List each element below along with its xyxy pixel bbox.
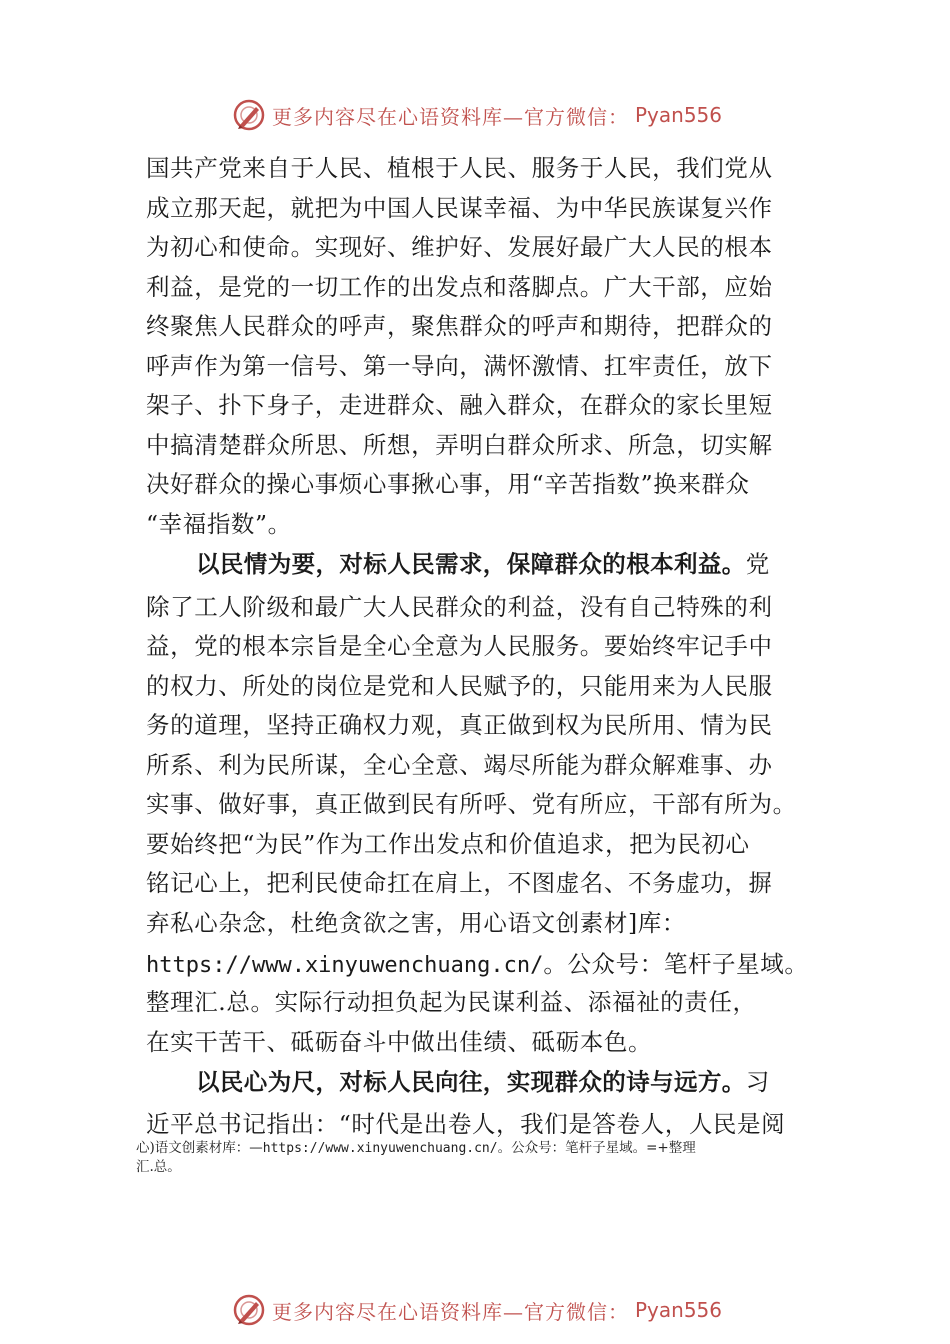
section-heading-tail: 党 (745, 550, 770, 578)
section-heading-tail: 习 (745, 1068, 770, 1096)
body-line: 务的道理，坚持正确权力观，真正做到权为民所用、情为民 (146, 711, 773, 739)
pen-logo-icon (232, 1293, 266, 1327)
body-line: 利益，是党的一切工作的出发点和落脚点。广大干部，应始 (146, 273, 773, 301)
body-line: 近平总书记指出：“时代是出卷人，我们是答卷人，人民是阅 (146, 1110, 786, 1138)
body-line: 中搞清楚群众所思、所想，弄明白群众所求、所急，切实解 (146, 431, 773, 459)
body-line: 国共产党来自于人民、植根于人民、服务于人民，我们党从 (146, 154, 773, 182)
body-line: 弃私心杂念，杜绝贪欲之害，用心语文创素材]库： (146, 909, 686, 937)
header-banner (232, 95, 722, 135)
body-line: 成立那天起，就把为中国人民谋幸福、为中华民族谋复兴作 (146, 194, 773, 222)
body-line: 铭记心上，把利民使命扛在肩上，不图虚名、不务虚功，摒 (146, 869, 773, 897)
body-line: 要始终把“为民”作为工作出发点和价值追求，把为民初心 (146, 830, 750, 858)
body-line: 实事、做好事，真正做到民有所呼、党有所应，干部有所为。 (146, 790, 797, 818)
body-line: 益，党的根本宗旨是全心全意为人民服务。要始终牢记手中 (146, 632, 773, 660)
footnote-url[interactable]: https://www.xinyuwenchuang.cn/ (262, 1141, 498, 1156)
footer-wechat-id: Pyan556 (635, 1298, 723, 1322)
body-line: 为初心和使命。实现好、维护好、发展好最广大人民的根本 (146, 233, 773, 261)
source-url-link[interactable]: https://www.xinyuwenchuang.cn/ (146, 953, 544, 978)
body-line: 所系、利为民所谋，全心全意、竭尽所能为群众解难事、办 (146, 751, 773, 779)
section-heading-text: 以民情为要，对标人民需求，保障群众的根本利益。 (196, 550, 746, 578)
body-line: 整理汇.总。实际行动担负起为民谋利益、添福祉的责任， (146, 988, 757, 1016)
url-line (146, 946, 808, 982)
footnote-line2: 汇.总。 (136, 1159, 181, 1175)
body-line: 呼声作为第一信号、第一导向，满怀激情、扛牢责任，放下 (146, 352, 773, 380)
header-banner-text: 更多内容尽在心语资料库—官方微信： (272, 104, 629, 129)
url-tail: 。公众号：笔杆子星域。 (543, 950, 809, 978)
body-line: 架子、扑下身子，走进群众、融入群众，在群众的家长里短 (146, 391, 773, 419)
section-heading (196, 546, 770, 582)
section-heading (196, 1064, 770, 1100)
header-wechat-id: Pyan556 (635, 103, 723, 127)
body-line: “幸福指数”。 (146, 510, 292, 538)
footnote-line (136, 1139, 696, 1158)
footer-banner (232, 1290, 722, 1330)
pen-logo-icon (232, 98, 266, 132)
footer-banner-text: 更多内容尽在心语资料库—官方微信： (272, 1299, 629, 1324)
body-line: 在实干苦干、砥砺奋斗中做出佳绩、砥砺本色。 (146, 1028, 653, 1056)
section-heading-text: 以民心为尺，对标人民向往，实现群众的诗与远方。 (196, 1068, 746, 1096)
footnote-suffix: 。公众号：笔杆子星域。=+整理 (497, 1140, 696, 1156)
body-line: 终聚焦人民群众的呼声，聚焦群众的呼声和期待，把群众的 (146, 312, 773, 340)
body-line: 的权力、所处的岗位是党和人民赋予的，只能用来为人民服 (146, 672, 773, 700)
footnote-prefix: 心)语文创素材库：— (136, 1140, 263, 1156)
body-line: 除了工人阶级和最广大人民群众的利益，没有自己特殊的利 (146, 593, 773, 621)
body-line: 决好群众的操心事烦心事揪心事，用“辛苦指数”换来群众 (146, 470, 750, 498)
